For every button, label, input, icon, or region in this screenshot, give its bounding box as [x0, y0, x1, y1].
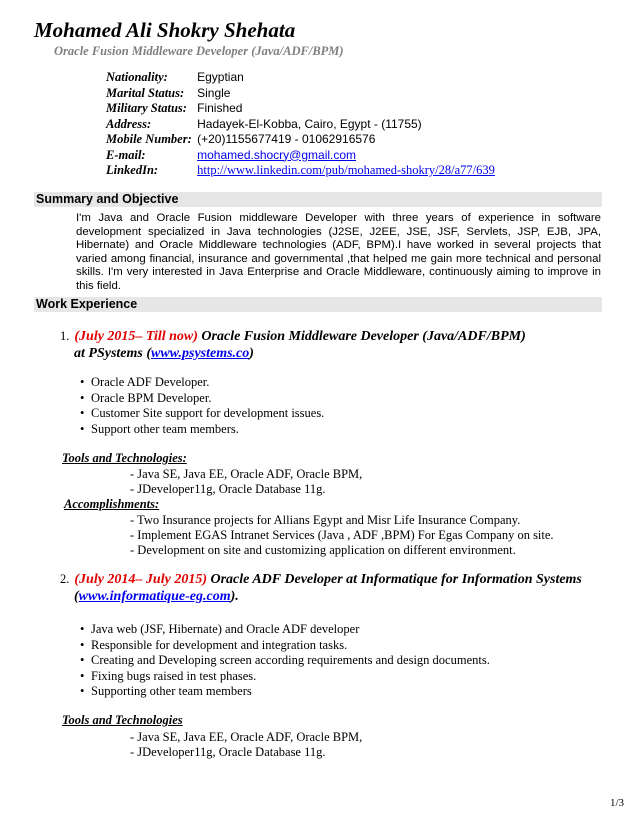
job-1-accomplishments [130, 513, 554, 558]
bullet-icon: • [80, 375, 85, 389]
job-1-accomplishments-heading: Accomplishments: [64, 497, 160, 511]
list-item: • Creating and Developing screen according requirements and design documents. [80, 653, 490, 667]
job-2-company-line [74, 589, 239, 605]
list-item: - Development on site and customizing application on different environment. [130, 543, 516, 557]
summary-section-heading: Summary and Objective [34, 192, 602, 207]
list-item: - Two Insurance projects for Allians Egypt and Misr Life Insurance Company. [130, 513, 521, 527]
list-item: • Fixing bugs raised in test phases. [80, 668, 257, 683]
info-value: Single [197, 85, 231, 100]
list-item: • Responsible for development and integration tasks. [80, 637, 348, 652]
info-value: Egyptian [197, 70, 244, 84]
info-value: Hadayek-El-Kobba, Cairo, Egypt - (11755) [197, 116, 422, 131]
list-item: • Oracle BPM Developer. [80, 390, 212, 405]
info-row-address [106, 117, 495, 133]
info-label: Military Status: [106, 101, 187, 115]
bullet-icon: • [80, 637, 85, 652]
work-section-heading: Work Experience [34, 297, 602, 312]
job-1-tools-heading: Tools and Technologies: [62, 451, 187, 465]
job-1-company-line [74, 346, 254, 362]
email-link[interactable]: mohamed.shocry@gmail.com [197, 147, 357, 162]
list-item: • Oracle ADF Developer. [80, 375, 210, 389]
job-company-suffix: ). [230, 589, 239, 604]
info-label: Marital Status: [106, 85, 185, 100]
bullet-icon: • [80, 653, 85, 667]
job-title: Oracle Fusion Middleware Developer (Java/ADF/BPM) [201, 329, 526, 344]
info-label: Mobile Number: [106, 132, 192, 146]
job-company-prefix: ( [74, 589, 79, 604]
info-value: (+20)1155677419 - 01062916576 [197, 132, 376, 146]
info-label: Nationality: [106, 70, 168, 84]
info-row-mobile [106, 132, 495, 148]
job-2-tools-heading: Tools and Technologies [62, 713, 183, 727]
job-period: (July 2015– Till now) [74, 329, 198, 344]
info-row-military-status [106, 101, 495, 117]
list-item: • Java web (JSF, Hibernate) and Oracle ADF developer [80, 622, 360, 636]
list-item: - JDeveloper11g, Oracle Database 11g. [130, 482, 326, 496]
list-item: • Customer Site support for development issues. [80, 406, 325, 420]
bullet-icon: • [80, 390, 85, 405]
candidate-subtitle: Oracle Fusion Middleware Developer (Java/ADF/BPM) [54, 44, 344, 58]
job-1-title-line [60, 329, 526, 345]
job-title: Oracle ADF Developer at Informatique for Information Systems [210, 572, 582, 587]
info-row-marital-status [106, 86, 495, 102]
bullet-icon: • [80, 684, 85, 698]
list-item: - Implement EGAS Intranet Services (Java , ADF ,BPM) For Egas Company on site. [130, 528, 554, 542]
job-number: 2. [60, 572, 70, 586]
job-1-duties [80, 375, 324, 437]
job-2-duties [80, 622, 490, 700]
job-2-tools [130, 730, 362, 760]
list-item: • Support other team members. [80, 421, 239, 436]
bullet-icon: • [80, 421, 85, 436]
bullet-icon: • [80, 622, 85, 636]
list-item: - JDeveloper11g, Oracle Database 11g. [130, 745, 326, 759]
bullet-icon: • [80, 668, 85, 683]
job-2-title-line [60, 572, 582, 588]
info-row-linkedin [106, 163, 495, 179]
info-row-email [106, 148, 495, 164]
info-label: Address: [106, 116, 152, 131]
job-1-tools [130, 467, 362, 497]
bullet-icon: • [80, 406, 85, 420]
page-number: 1/3 [609, 797, 624, 809]
company-link[interactable]: www.psystems.co [151, 346, 250, 361]
company-link[interactable]: www.informatique-eg.com [78, 589, 231, 604]
info-value: Finished [197, 101, 243, 115]
linkedin-link[interactable]: http://www.linkedin.com/pub/mohamed-shokry/28/a77/639 [197, 163, 495, 177]
info-label: LinkedIn: [106, 163, 159, 177]
list-item: • Supporting other team members [80, 684, 252, 698]
info-row-nationality [106, 70, 495, 86]
candidate-name: Mohamed Ali Shokry Shehata [34, 18, 296, 42]
job-company-prefix: at PSystems ( [74, 346, 151, 361]
job-period: (July 2014– July 2015) [74, 572, 207, 587]
job-number: 1. [60, 329, 70, 343]
summary-text: I'm Java and Oracle Fusion middleware Developer with three years of experience in software development specialized in Java technologies (J2SE, J2EE, JSE, JSF, Servlets, JSP, EJB, JPA, Hibernate) and Oracle Middleware technologies (ADF, BPM).I have worked in several projects that varied among financial, insurance and governmental ,that helped me gain more technical and personal skills. I'm very interested in Java Enterprise and Oracle Middleware, continuously aiming to improve in this field. [76, 212, 601, 292]
info-label: E-mail: [106, 147, 146, 162]
list-item: - Java SE, Java EE, Oracle ADF, Oracle BPM, [130, 467, 363, 481]
personal-info [106, 70, 495, 179]
list-item: - Java SE, Java EE, Oracle ADF, Oracle BPM, [130, 730, 363, 744]
job-company-suffix: ) [249, 346, 254, 361]
